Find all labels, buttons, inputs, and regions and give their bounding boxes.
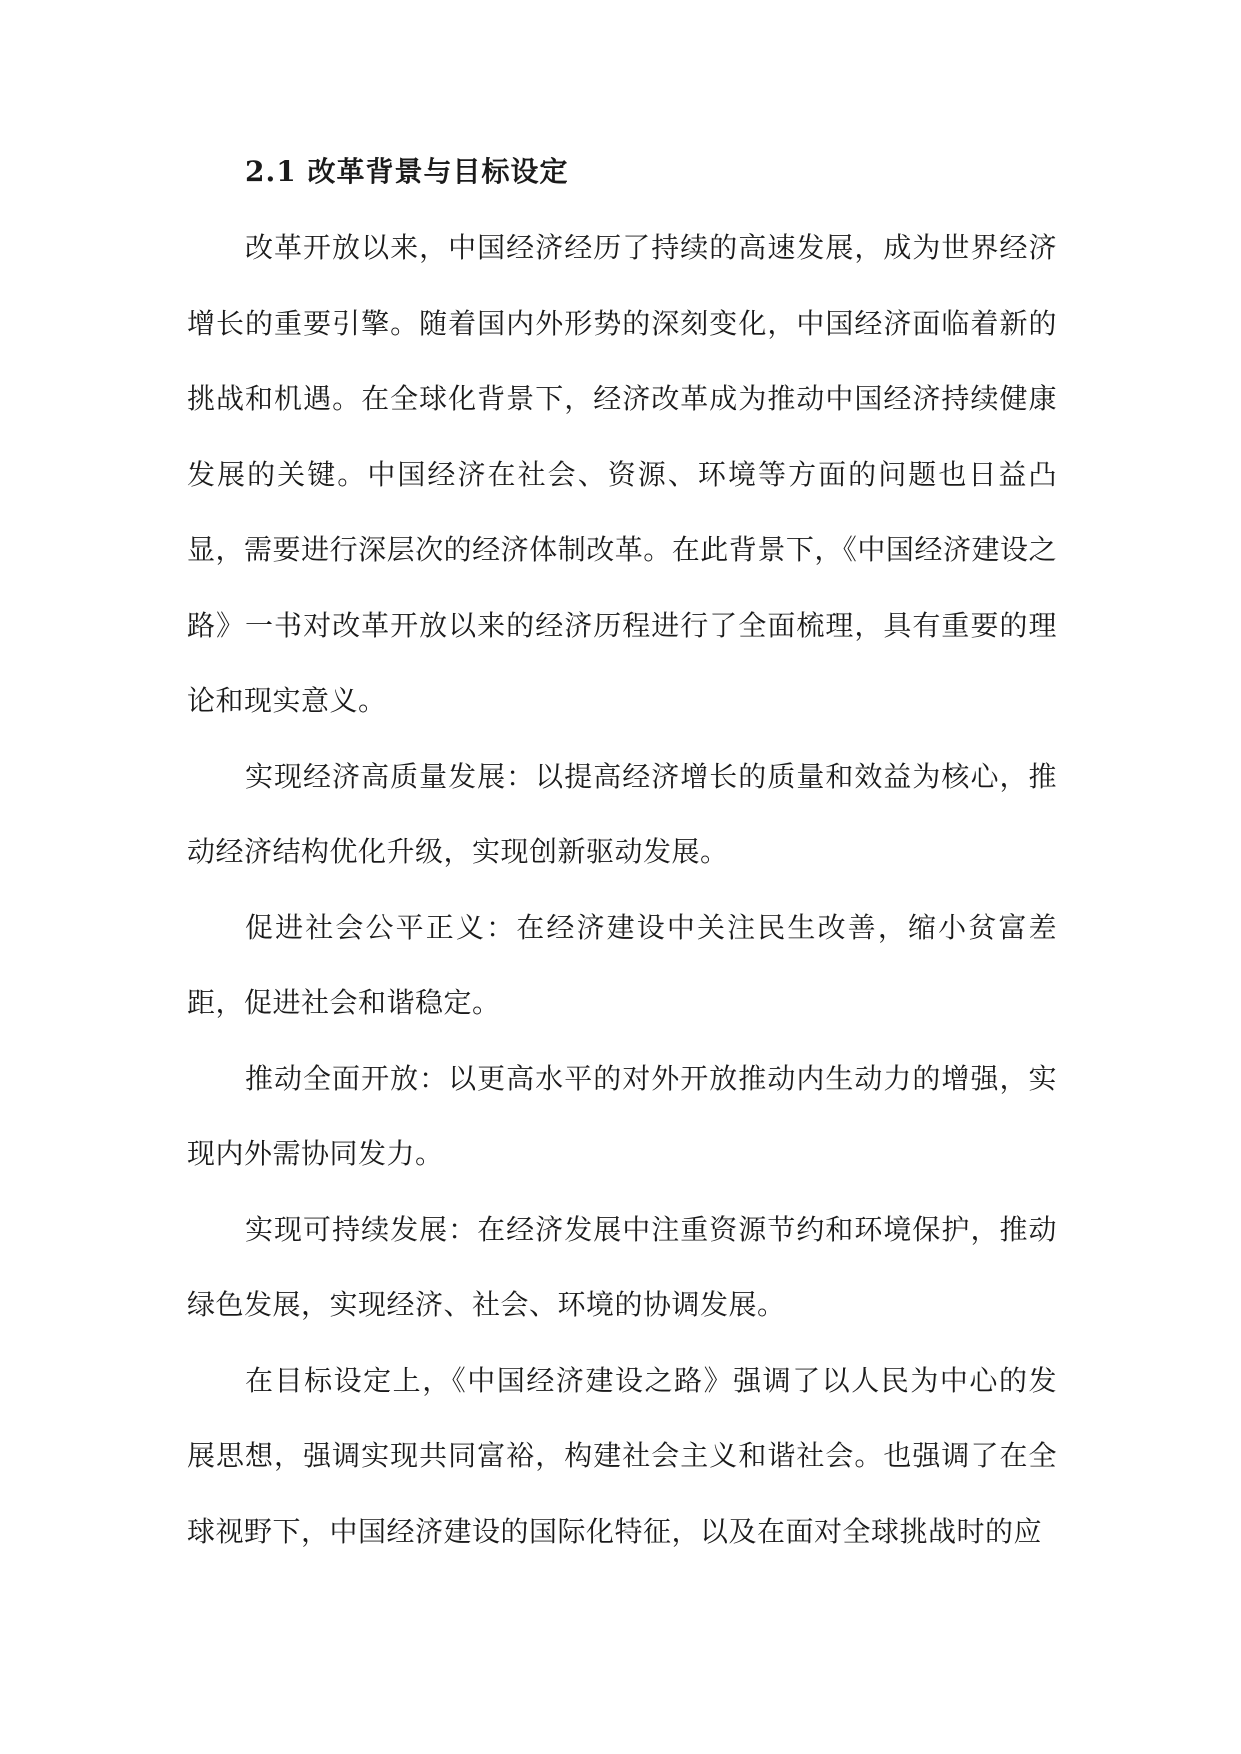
section-heading: 2.1 改革背景与目标设定	[245, 155, 569, 188]
paragraph-goal-fairness: 促进社会公平正义：在经济建设中关注民生改善，缩小贫富差距，促进社会和谐稳定。	[187, 910, 1057, 1019]
document-body	[187, 140, 1057, 1569]
paragraph-goal-quality: 实现经济高质量发展：以提高经济增长的质量和效益为核心，推动经济结构优化升级，实现创新驱动发展。	[187, 759, 1057, 868]
paragraph-goal-setting: 在目标设定上，《中国经济建设之路》强调了以人民为中心的发展思想，强调实现共同富裕，构建社会主义和谐社会。也强调了在全球视野下，中国经济建设的国际化特征，以及在面对全球挑战时的应	[187, 1363, 1057, 1548]
paragraph-goal-opening: 推动全面开放：以更高水平的对外开放推动内生动力的增强，实现内外需协同发力。	[187, 1061, 1057, 1170]
paragraph-background: 改革开放以来，中国经济经历了持续的高速发展，成为世界经济增长的重要引擎。随着国内外形势的深刻变化，中国经济面临着新的挑战和机遇。在全球化背景下，经济改革成为推动中国经济持续健康发展的关键。中国经济在社会、资源、环境等方面的问题也日益凸显，需要进行深层次的经济体制改革。在此背景下，《中国经济建设之路》一书对改革开放以来的经济历程进行了全面梳理，具有重要的理论和现实意义。	[187, 231, 1057, 717]
paragraph-goal-sustainability: 实现可持续发展：在经济发展中注重资源节约和环境保护，推动绿色发展，实现经济、社会、环境的协调发展。	[187, 1212, 1057, 1321]
